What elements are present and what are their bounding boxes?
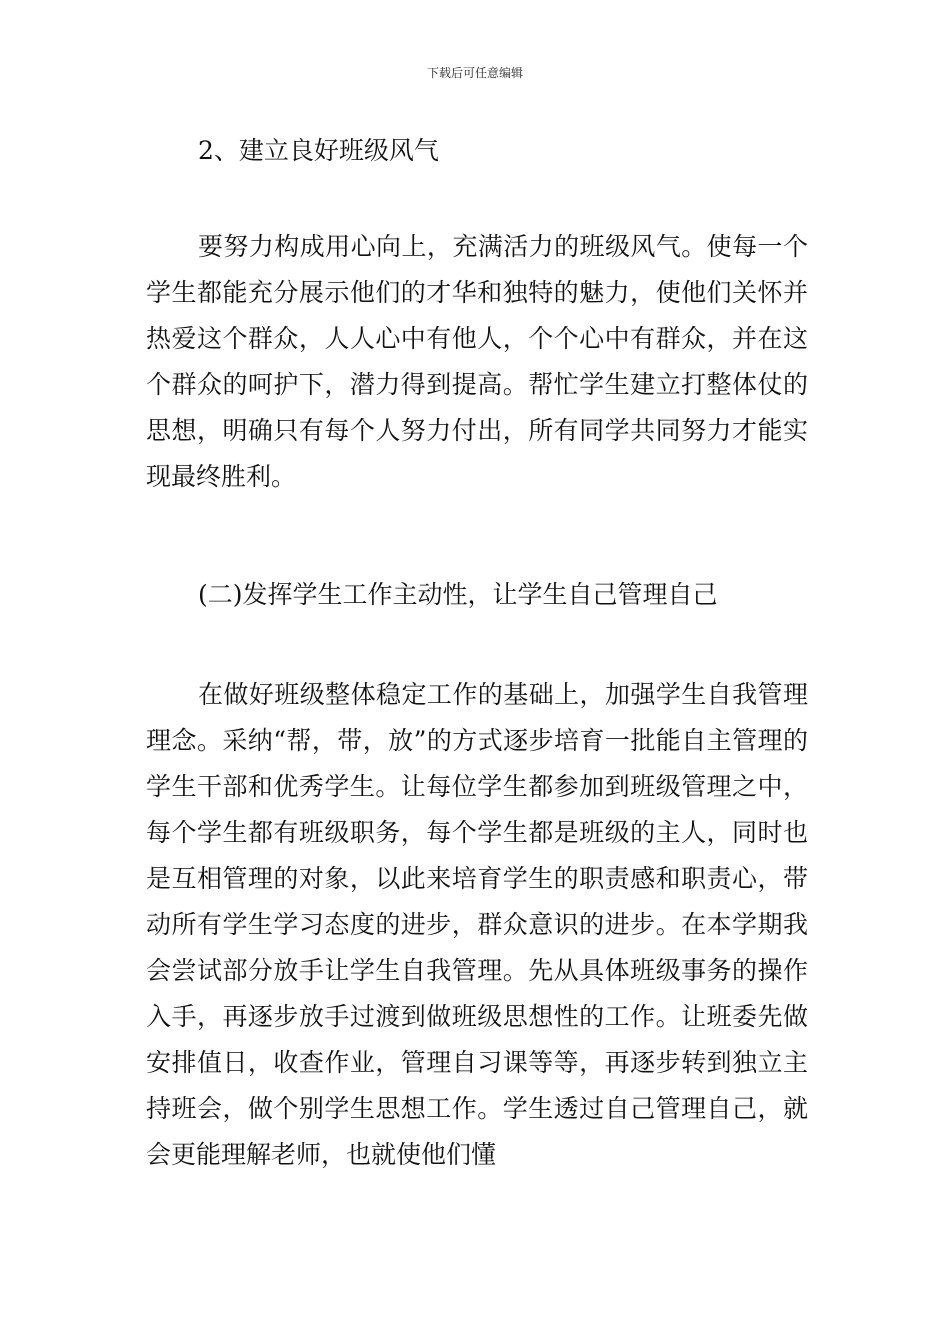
section-paragraph-class-atmosphere: 要努力构成用心向上，充满活力的班级风气。使每一个学生都能充分展示他们的才华和独特的魅力，使他们关怀并热爱这个群众，人人心中有他人，个个心中有群众，并在这个群众的呵护下，潜力得到提高。帮忙学生建立打整体仗的思想，明确只有每个人努力付出，所有同学共同努力才能实现最终胜利。 (146, 232, 808, 491)
section-heading-student-self-management: (二)发挥学生工作主动性，让学生自己管理自己 (198, 580, 718, 609)
section-paragraph-student-self-management: 在做好班级整体稳定工作的基础上，加强学生自我管理理念。采纳“帮，带，放”的方式逐步培育一批能自主管理的学生干部和优秀学生。让每位学生都参加到班级管理之中，每个学生都有班级职务，每个学生都是班级的主人，同时也是互相管理的对象，以此来培育学生的职责感和职责心，带动所有学生学习态度的进步，群众意识的进步。在本学期我会尝试部分放手让学生自我管理。先从具体班级事务的操作入手，再逐步放手过渡到做班级思想性的工作。让班委先做安排值日，收查作业，管理自习课等等，再逐步转到独立主持班会，做个别学生思想工作。学生透过自己管理自己，就会更能理解老师，也就使他们懂 (146, 680, 808, 1169)
page-header-note: 下载后可任意编辑 (426, 66, 523, 80)
section-heading-class-atmosphere: 2、建立良好班级风气 (198, 136, 439, 165)
